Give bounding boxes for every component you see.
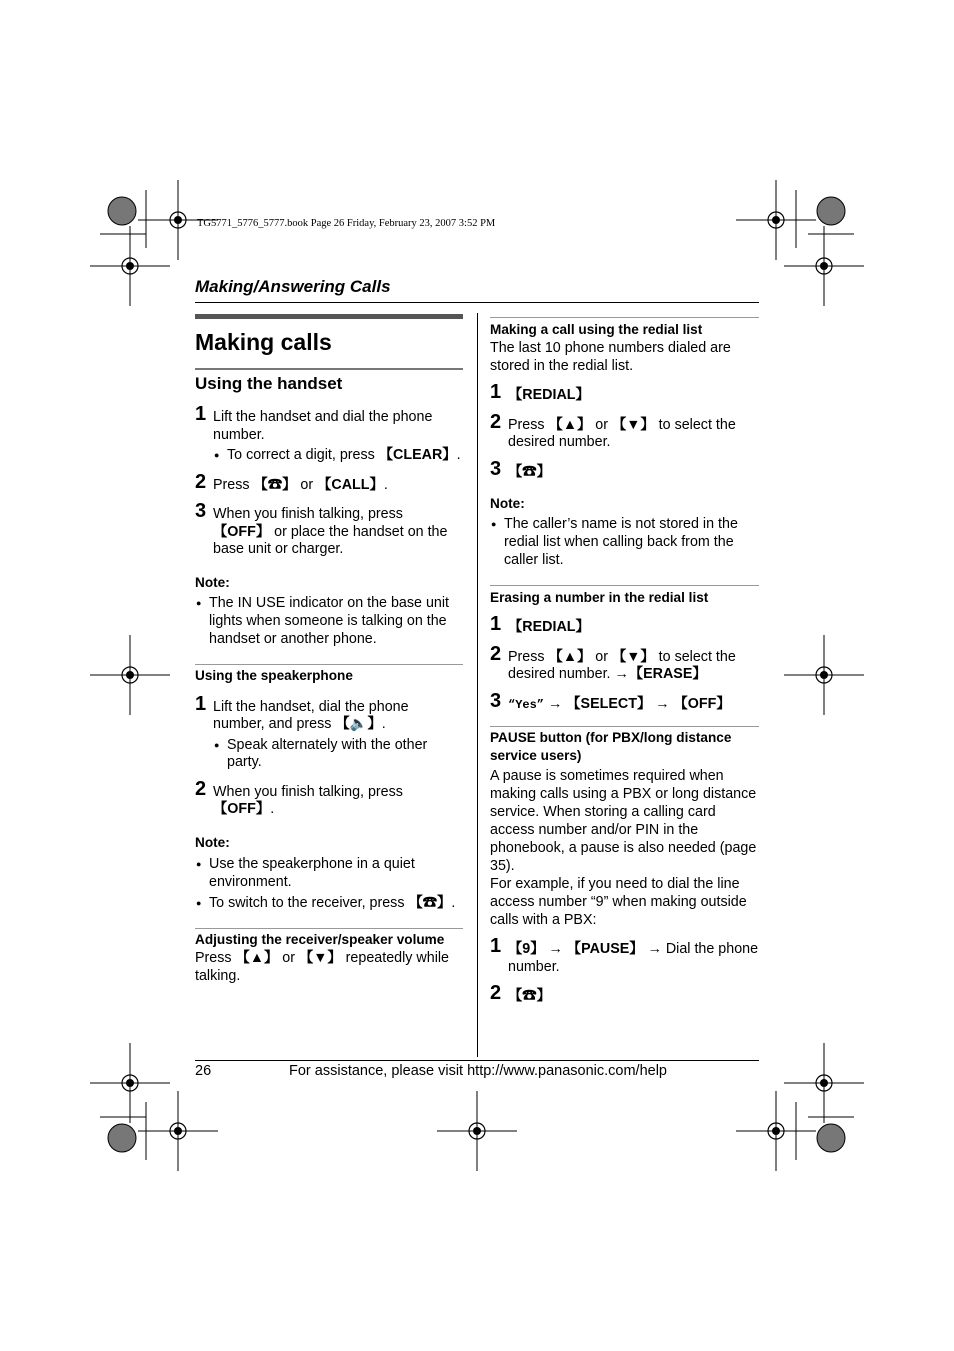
step-number: 3 [490, 689, 502, 712]
print-info: TG5771_5776_5777.book Page 26 Friday, February 23, 2007 3:52 PM [197, 218, 496, 229]
volume-text-part: Press [195, 949, 236, 966]
section-rule [490, 585, 759, 586]
pause-para-2: For example, if you need to dial the line access number “9” when making outside calls with a PBX: [490, 876, 747, 928]
speaker-note-2 [195, 894, 463, 912]
redial-note-1: ● The caller’s name is not stored in the redial list when calling back from the caller list. [490, 515, 759, 569]
section-header: Making/Answering Calls [195, 277, 391, 296]
step-number: 1 [195, 403, 207, 425]
volume-text [195, 949, 463, 985]
section-rule [195, 928, 463, 929]
arrow-icon: → [544, 695, 567, 712]
erase-step-2 [490, 642, 759, 684]
yes-option: “Yes” [508, 697, 545, 712]
pause-step-2 [490, 982, 759, 1006]
note-label: Note: [195, 834, 230, 850]
step-number: 1 [490, 935, 502, 957]
page-title: Making calls [195, 329, 332, 355]
footer-rule [195, 1060, 759, 1061]
section-rule [490, 317, 759, 318]
bullet-end: . [456, 447, 461, 463]
step-number: 2 [490, 410, 502, 433]
step-number: 1 [195, 692, 207, 715]
pause-step-1 [490, 935, 759, 976]
up-key: 【▲】 [548, 416, 592, 433]
redial-key: 【REDIAL】 [508, 619, 590, 635]
column-divider [477, 313, 478, 1057]
step-text: Press [508, 416, 549, 433]
step-text: or place the handset on the base unit or charger. [213, 523, 448, 557]
note-label: Note: [195, 574, 230, 590]
up-key: 【▲】 [235, 949, 279, 966]
step-text: Lift the handset and dial the phone number. [213, 409, 433, 443]
step-number: 1 [490, 381, 502, 403]
handset-step-2 [195, 470, 463, 495]
arrow-icon: → [614, 666, 629, 682]
step-number: 3 [195, 500, 207, 522]
subsection-rule [195, 368, 463, 370]
speaker-step-1-bullet: ● Speak alternately with the other party. [213, 737, 463, 772]
redial-intro: The last 10 phone numbers dialed are stored in the redial list. [490, 340, 731, 374]
step-text: to select the desired number. [508, 416, 736, 450]
clear-key: 【CLEAR】 [378, 447, 457, 463]
step-text: or [296, 476, 318, 493]
speaker-step-1 [195, 692, 463, 772]
talk-key: 【☎】 [408, 894, 452, 911]
up-key: 【▲】 [548, 648, 592, 665]
step-number: 3 [490, 457, 502, 480]
talk-key: 【☎】 [508, 463, 551, 480]
section-rule [195, 664, 463, 665]
talk-key: 【☎】 [253, 476, 297, 493]
step-text: Press [213, 476, 254, 493]
page-number: 26 [195, 1063, 212, 1079]
handset-step-3 [195, 500, 463, 559]
erase-step-3 [490, 689, 759, 715]
handset-heading: Using the handset [195, 374, 343, 393]
step-text: When you finish talking, press [213, 783, 403, 800]
handset-note-1: ● The IN USE indicator on the base unit lights when someone is talking on the handset or another phone. [195, 594, 463, 648]
step-text: to select the desired number. [508, 648, 736, 682]
step-number: 2 [195, 470, 207, 493]
step-text: . [383, 476, 388, 493]
volume-text-part: or [278, 949, 299, 966]
note-text: . [451, 894, 456, 911]
header-rule [195, 302, 759, 303]
down-key: 【▼】 [611, 416, 655, 433]
redial-key: 【REDIAL】 [508, 387, 590, 403]
speaker-step-2 [195, 777, 463, 819]
pause-key: 【PAUSE】 [566, 941, 644, 957]
volume-heading: Adjusting the receiver/speaker volume [195, 931, 445, 947]
volume-text-part: repeatedly while talking. [195, 949, 449, 984]
step-text: Press [508, 648, 549, 665]
title-bar [195, 314, 463, 319]
right-column [490, 314, 759, 1006]
step-text: or [591, 416, 612, 433]
erase-key: 【ERASE】 [628, 666, 707, 682]
note-text: To switch to the receiver, press [209, 894, 409, 911]
speaker-key: 【🔈】 [335, 716, 382, 732]
arrow-icon: → [651, 695, 674, 712]
erase-step-1 [490, 613, 759, 637]
redial-step-1 [490, 381, 759, 405]
section-rule [490, 726, 759, 727]
down-key: 【▼】 [298, 949, 342, 966]
bullet-text: To correct a digit, press [227, 447, 379, 463]
select-key: 【SELECT】 [566, 695, 652, 712]
off-key: 【OFF】 [213, 801, 271, 817]
step-text: or [591, 648, 612, 665]
footer-text: For assistance, please visit http://www.panasonic.com/help [289, 1063, 667, 1079]
step-text: Lift the handset, dial the phone number, and press [213, 698, 409, 732]
redial-heading: Making a call using the redial list [490, 322, 703, 337]
redial-step-3 [490, 457, 759, 482]
talk-key: 【☎】 [508, 988, 551, 1004]
step-text: When you finish talking, press [213, 506, 403, 522]
handset-step-1-bullet [213, 447, 463, 465]
call-key: 【CALL】 [317, 476, 384, 493]
erase-heading: Erasing a number in the redial list [490, 590, 709, 605]
off-key: 【OFF】 [673, 695, 731, 712]
redial-step-2 [490, 410, 759, 452]
pause-heading: PAUSE button (for PBX/long distance service users) [490, 730, 732, 763]
step-text: . [381, 716, 386, 732]
step-number: 1 [490, 613, 502, 635]
down-key: 【▼】 [611, 648, 655, 665]
arrow-icon: → [544, 941, 567, 957]
speaker-heading: Using the speakerphone [195, 667, 353, 683]
step-number: 2 [490, 642, 502, 665]
handset-step-1 [195, 403, 463, 465]
nine-key: 【9】 [508, 941, 545, 957]
arrow-icon: → [643, 941, 666, 957]
pause-para-1: A pause is sometimes required when making calls using a PBX or long distance service. When storing a calling card access number and/or PIN in the phonebook, a pause is also needed (page 35). [490, 768, 757, 874]
step-text: . [270, 801, 275, 817]
left-column [195, 314, 463, 985]
step-number: 2 [195, 777, 207, 800]
step-text: Dial the phone number. [508, 941, 759, 975]
speaker-note-1: ● Use the speakerphone in a quiet environment. [195, 855, 463, 891]
off-key: 【OFF】 [213, 523, 271, 540]
step-number: 2 [490, 982, 502, 1004]
note-label: Note: [490, 496, 525, 511]
